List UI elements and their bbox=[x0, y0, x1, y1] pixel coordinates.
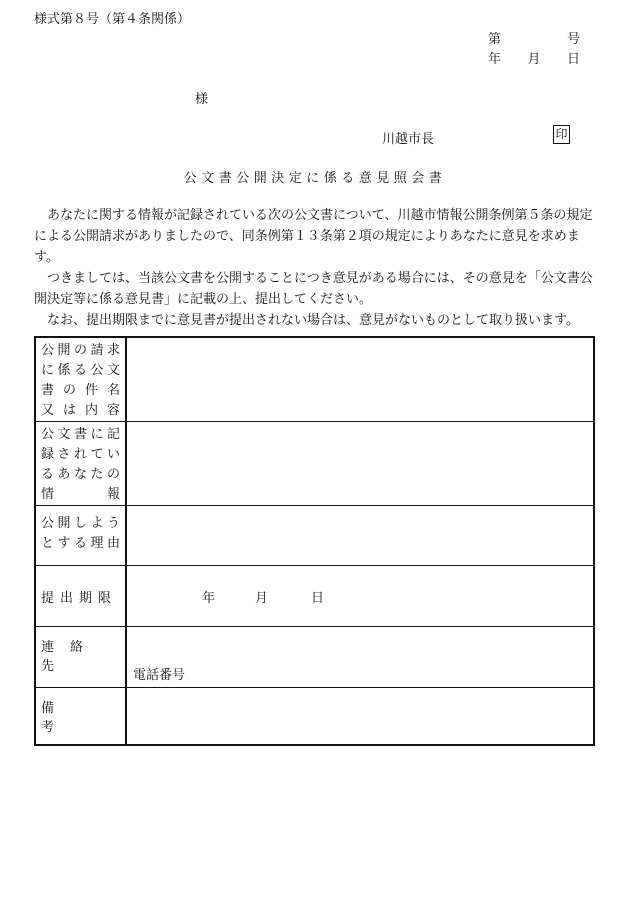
label-line: 又 は 内 容 bbox=[41, 403, 120, 418]
number-prefix: 第 bbox=[488, 32, 502, 47]
label-line: 公 開 の 請 求 bbox=[41, 343, 120, 358]
date-day: 日 bbox=[566, 52, 580, 67]
label-remarks bbox=[35, 688, 126, 746]
value-recorded-info[interactable] bbox=[126, 422, 594, 506]
label-subject bbox=[35, 337, 126, 422]
label-line: 公 開 し よ う bbox=[41, 516, 120, 531]
label-recorded-info bbox=[35, 422, 126, 506]
table-row bbox=[35, 422, 594, 506]
body-paragraph-3: なお、提出期限までに意見書が提出されない場合は、意見がないものとして取り扱います。 bbox=[47, 313, 579, 328]
label-disclosure-reason bbox=[35, 506, 126, 566]
value-subject[interactable] bbox=[126, 337, 594, 422]
table-row bbox=[35, 627, 594, 688]
form-number-label: 様式第８号（第４条関係） bbox=[34, 12, 191, 27]
inquiry-form-table bbox=[34, 336, 595, 746]
date-month: 月 bbox=[527, 52, 541, 67]
body-text bbox=[34, 205, 596, 331]
deadline-month: 月 bbox=[255, 590, 269, 606]
issue-date-line bbox=[488, 48, 580, 67]
label-deadline bbox=[35, 566, 126, 627]
body-paragraph-2: つきましては、当該公文書を公開することにつき意見がある場合には、その意見を「公文書公開決定等に係る意見書」に記載の上、提出してください。 bbox=[34, 271, 593, 307]
value-deadline[interactable] bbox=[126, 566, 594, 627]
phone-label: 電話番号 bbox=[133, 668, 186, 683]
table-row bbox=[35, 688, 594, 746]
label-text: 備考 bbox=[41, 701, 105, 735]
label-text: 提出期限 bbox=[41, 590, 118, 606]
value-remarks[interactable] bbox=[126, 688, 594, 746]
label-line: 書 の 件 名 bbox=[41, 383, 120, 398]
issuer-name: 川越市長 bbox=[382, 132, 435, 147]
document-title: 公文書公開決定に係る意見照会書 bbox=[183, 171, 447, 186]
deadline-year: 年 bbox=[202, 590, 216, 606]
seal-mark: 印 bbox=[553, 125, 570, 144]
table-row bbox=[35, 506, 594, 566]
table-row bbox=[35, 337, 594, 422]
label-line: 公 文 書 に 記 bbox=[41, 427, 120, 442]
label-line: に 係 る 公 文 bbox=[41, 363, 120, 378]
label-line: と す る 理 由 bbox=[41, 536, 120, 551]
date-year: 年 bbox=[488, 52, 502, 67]
table-row bbox=[35, 566, 594, 627]
label-contact bbox=[35, 627, 126, 688]
number-suffix: 号 bbox=[566, 32, 580, 47]
label-line: 情 報 bbox=[41, 487, 120, 502]
document-number-line bbox=[488, 28, 580, 47]
label-deadline-text bbox=[36, 566, 125, 626]
body-paragraph-1: あなたに関する情報が記録されている次の公文書について、川越市情報公開条例第５条の規定による公開請求がありましたので、同条例第１３条第２項の規定によりあなたに意見を求めます。 bbox=[34, 208, 593, 265]
label-line: る あ な た の bbox=[41, 467, 120, 482]
deadline-day: 日 bbox=[311, 590, 325, 606]
value-disclosure-reason[interactable] bbox=[126, 506, 594, 566]
recipient-honorific: 様 bbox=[195, 92, 209, 107]
label-text: 連絡先 bbox=[41, 639, 100, 674]
label-line: 録 さ れ て い bbox=[41, 447, 120, 462]
value-contact[interactable] bbox=[126, 627, 594, 688]
